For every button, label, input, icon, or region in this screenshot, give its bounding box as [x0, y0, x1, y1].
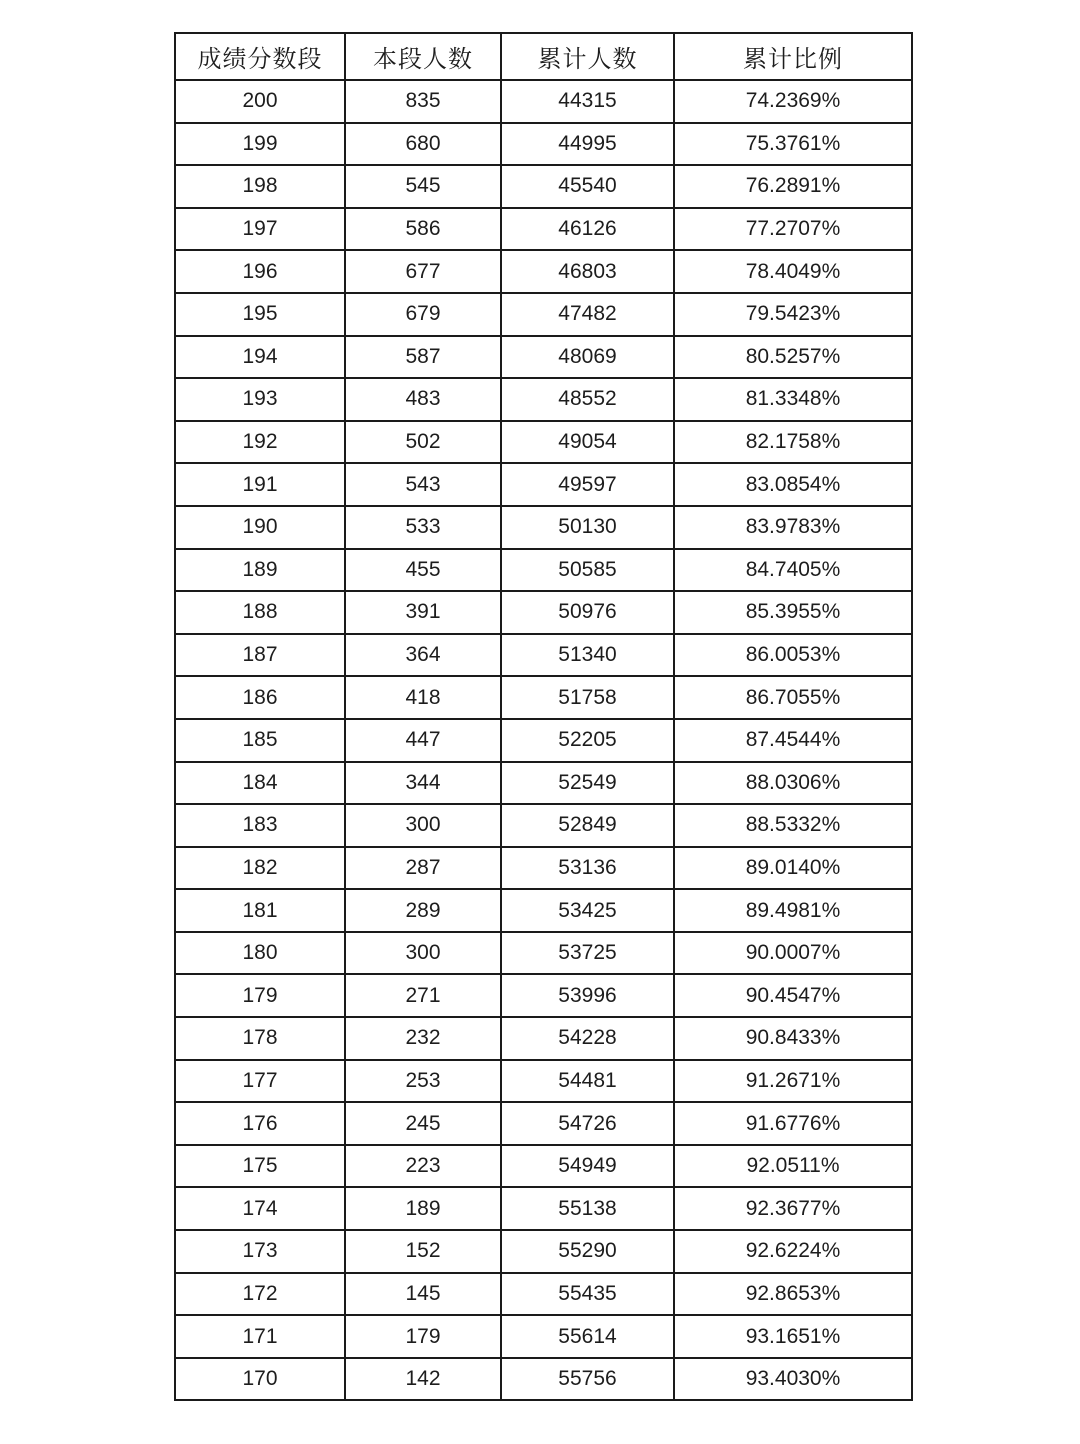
table-row: [175, 1273, 912, 1316]
cell-score-band: 182: [175, 847, 345, 890]
table-row: [175, 719, 912, 762]
cell-cumulative-ratio: 90.0007%: [674, 932, 912, 975]
cell-cumulative-ratio: 91.2671%: [674, 1060, 912, 1103]
table-row: [175, 676, 912, 719]
cell-cumulative-ratio: 88.0306%: [674, 762, 912, 805]
cell-band-count: 364: [345, 634, 501, 677]
cell-cumulative-count: 49597: [501, 463, 674, 506]
cell-score-band: 172: [175, 1273, 345, 1316]
table-row: [175, 80, 912, 123]
cell-cumulative-ratio: 92.8653%: [674, 1273, 912, 1316]
table-row: [175, 974, 912, 1017]
cell-cumulative-ratio: 89.4981%: [674, 889, 912, 932]
cell-score-band: 187: [175, 634, 345, 677]
cell-cumulative-count: 54949: [501, 1145, 674, 1188]
cell-band-count: 344: [345, 762, 501, 805]
table-row: [175, 1230, 912, 1273]
cell-band-count: 145: [345, 1273, 501, 1316]
table-row: [175, 250, 912, 293]
cell-cumulative-ratio: 91.6776%: [674, 1102, 912, 1145]
cell-band-count: 543: [345, 463, 501, 506]
cell-band-count: 245: [345, 1102, 501, 1145]
cell-cumulative-count: 53136: [501, 847, 674, 890]
cell-band-count: 142: [345, 1358, 501, 1401]
cell-cumulative-ratio: 86.7055%: [674, 676, 912, 719]
cell-score-band: 188: [175, 591, 345, 634]
cell-band-count: 533: [345, 506, 501, 549]
table-row: [175, 165, 912, 208]
cell-score-band: 192: [175, 421, 345, 464]
cell-cumulative-ratio: 92.6224%: [674, 1230, 912, 1273]
table-row: [175, 1315, 912, 1358]
cell-score-band: 195: [175, 293, 345, 336]
cell-cumulative-count: 52849: [501, 804, 674, 847]
table-row: [175, 336, 912, 379]
table-row: [175, 804, 912, 847]
cell-cumulative-ratio: 87.4544%: [674, 719, 912, 762]
cell-cumulative-ratio: 83.9783%: [674, 506, 912, 549]
cell-band-count: 679: [345, 293, 501, 336]
cell-score-band: 173: [175, 1230, 345, 1273]
cell-score-band: 194: [175, 336, 345, 379]
table-row: [175, 1358, 912, 1401]
table-row: [175, 293, 912, 336]
cell-cumulative-count: 50585: [501, 549, 674, 592]
cell-cumulative-ratio: 82.1758%: [674, 421, 912, 464]
cell-cumulative-count: 46803: [501, 250, 674, 293]
table-row: [175, 1060, 912, 1103]
cell-score-band: 183: [175, 804, 345, 847]
cell-band-count: 223: [345, 1145, 501, 1188]
cell-cumulative-ratio: 90.4547%: [674, 974, 912, 1017]
cell-cumulative-count: 55138: [501, 1187, 674, 1230]
cell-score-band: 171: [175, 1315, 345, 1358]
header-cumulative-count: 累计人数: [501, 33, 674, 80]
cell-score-band: 179: [175, 974, 345, 1017]
cell-band-count: 677: [345, 250, 501, 293]
cell-band-count: 271: [345, 974, 501, 1017]
cell-cumulative-count: 51340: [501, 634, 674, 677]
cell-cumulative-count: 52205: [501, 719, 674, 762]
cell-cumulative-count: 44315: [501, 80, 674, 123]
cell-cumulative-ratio: 77.2707%: [674, 208, 912, 251]
cell-cumulative-ratio: 86.0053%: [674, 634, 912, 677]
cell-cumulative-ratio: 92.0511%: [674, 1145, 912, 1188]
table-row: [175, 463, 912, 506]
cell-score-band: 174: [175, 1187, 345, 1230]
cell-score-band: 197: [175, 208, 345, 251]
cell-band-count: 587: [345, 336, 501, 379]
cell-band-count: 447: [345, 719, 501, 762]
table-body: [175, 80, 912, 1400]
cell-cumulative-ratio: 85.3955%: [674, 591, 912, 634]
table-row: [175, 378, 912, 421]
cell-score-band: 198: [175, 165, 345, 208]
cell-band-count: 253: [345, 1060, 501, 1103]
cell-cumulative-count: 54228: [501, 1017, 674, 1060]
cell-band-count: 502: [345, 421, 501, 464]
cell-cumulative-count: 53725: [501, 932, 674, 975]
cell-band-count: 289: [345, 889, 501, 932]
cell-cumulative-count: 55435: [501, 1273, 674, 1316]
cell-score-band: 193: [175, 378, 345, 421]
cell-band-count: 545: [345, 165, 501, 208]
cell-cumulative-ratio: 92.3677%: [674, 1187, 912, 1230]
cell-cumulative-count: 55756: [501, 1358, 674, 1401]
cell-band-count: 418: [345, 676, 501, 719]
cell-cumulative-ratio: 89.0140%: [674, 847, 912, 890]
cell-score-band: 184: [175, 762, 345, 805]
table-row: [175, 847, 912, 890]
cell-band-count: 391: [345, 591, 501, 634]
cell-cumulative-count: 52549: [501, 762, 674, 805]
table-row: [175, 932, 912, 975]
cell-cumulative-count: 50976: [501, 591, 674, 634]
cell-cumulative-ratio: 88.5332%: [674, 804, 912, 847]
cell-cumulative-count: 49054: [501, 421, 674, 464]
cell-score-band: 190: [175, 506, 345, 549]
cell-cumulative-count: 48552: [501, 378, 674, 421]
cell-cumulative-ratio: 78.4049%: [674, 250, 912, 293]
cell-score-band: 180: [175, 932, 345, 975]
header-cumulative-ratio: 累计比例: [674, 33, 912, 80]
cell-cumulative-count: 53425: [501, 889, 674, 932]
cell-cumulative-count: 50130: [501, 506, 674, 549]
cell-cumulative-count: 48069: [501, 336, 674, 379]
cell-band-count: 287: [345, 847, 501, 890]
cell-cumulative-ratio: 93.1651%: [674, 1315, 912, 1358]
header-band-count: 本段人数: [345, 33, 501, 80]
cell-cumulative-count: 44995: [501, 123, 674, 166]
cell-score-band: 175: [175, 1145, 345, 1188]
table-row: [175, 1017, 912, 1060]
cell-score-band: 181: [175, 889, 345, 932]
table-row: [175, 1145, 912, 1188]
table-row: [175, 591, 912, 634]
table-row: [175, 1187, 912, 1230]
cell-band-count: 189: [345, 1187, 501, 1230]
cell-score-band: 196: [175, 250, 345, 293]
cell-score-band: 189: [175, 549, 345, 592]
cell-cumulative-count: 51758: [501, 676, 674, 719]
cell-band-count: 152: [345, 1230, 501, 1273]
score-distribution-table: [174, 32, 913, 1401]
cell-band-count: 483: [345, 378, 501, 421]
cell-cumulative-ratio: 90.8433%: [674, 1017, 912, 1060]
cell-cumulative-ratio: 74.2369%: [674, 80, 912, 123]
cell-cumulative-ratio: 93.4030%: [674, 1358, 912, 1401]
cell-cumulative-count: 54481: [501, 1060, 674, 1103]
cell-band-count: 455: [345, 549, 501, 592]
cell-cumulative-ratio: 84.7405%: [674, 549, 912, 592]
table-header: [175, 33, 912, 80]
table-row: [175, 549, 912, 592]
cell-score-band: 186: [175, 676, 345, 719]
cell-cumulative-ratio: 79.5423%: [674, 293, 912, 336]
cell-band-count: 179: [345, 1315, 501, 1358]
cell-cumulative-ratio: 76.2891%: [674, 165, 912, 208]
cell-cumulative-ratio: 80.5257%: [674, 336, 912, 379]
table-row: [175, 506, 912, 549]
cell-cumulative-ratio: 83.0854%: [674, 463, 912, 506]
cell-band-count: 232: [345, 1017, 501, 1060]
table-row: [175, 889, 912, 932]
cell-score-band: 178: [175, 1017, 345, 1060]
cell-cumulative-count: 54726: [501, 1102, 674, 1145]
cell-band-count: 300: [345, 804, 501, 847]
table-row: [175, 762, 912, 805]
cell-score-band: 170: [175, 1358, 345, 1401]
cell-band-count: 586: [345, 208, 501, 251]
cell-cumulative-ratio: 75.3761%: [674, 123, 912, 166]
table-row: [175, 421, 912, 464]
cell-band-count: 835: [345, 80, 501, 123]
table-row: [175, 634, 912, 677]
header-score-band: 成绩分数段: [175, 33, 345, 80]
cell-band-count: 300: [345, 932, 501, 975]
cell-score-band: 177: [175, 1060, 345, 1103]
cell-score-band: 185: [175, 719, 345, 762]
cell-score-band: 176: [175, 1102, 345, 1145]
table-row: [175, 1102, 912, 1145]
cell-cumulative-count: 55614: [501, 1315, 674, 1358]
cell-cumulative-count: 46126: [501, 208, 674, 251]
header-row: [175, 33, 912, 80]
cell-cumulative-count: 47482: [501, 293, 674, 336]
cell-cumulative-count: 53996: [501, 974, 674, 1017]
cell-cumulative-ratio: 81.3348%: [674, 378, 912, 421]
cell-cumulative-count: 45540: [501, 165, 674, 208]
cell-score-band: 200: [175, 80, 345, 123]
table-row: [175, 208, 912, 251]
cell-score-band: 191: [175, 463, 345, 506]
cell-cumulative-count: 55290: [501, 1230, 674, 1273]
table-row: [175, 123, 912, 166]
cell-band-count: 680: [345, 123, 501, 166]
cell-score-band: 199: [175, 123, 345, 166]
